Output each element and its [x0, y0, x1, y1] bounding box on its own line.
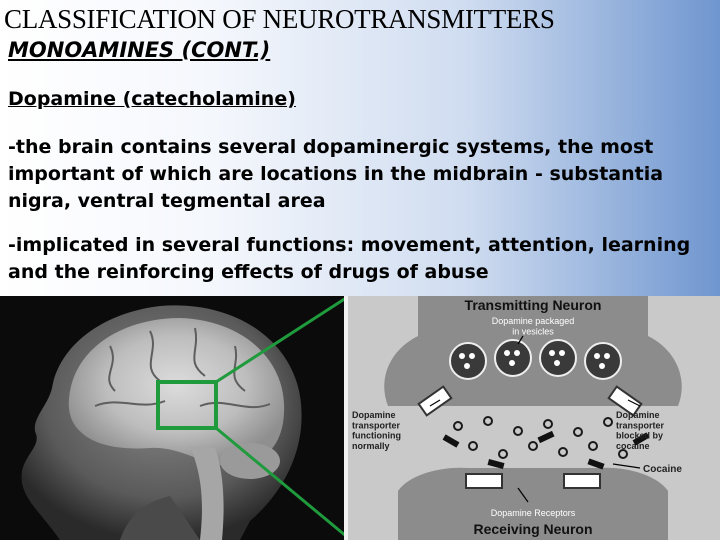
- left-transporter-label: Dopamine transporter functioning normally: [352, 410, 401, 452]
- brain-mri-image: [0, 296, 348, 540]
- paragraph-functions: -implicated in several functions: movement, attention, learning and the reinforcing effects of drugs of abuse: [8, 234, 691, 283]
- receiving-neuron-label: Receiving Neuron: [473, 521, 593, 537]
- cocaine-label: Cocaine: [643, 464, 682, 475]
- vesicle-label: Dopamine packaged in vesicles: [491, 316, 575, 337]
- slide-title: CLASSIFICATION OF NEUROTRANSMITTERS: [4, 4, 555, 34]
- paragraph-dopaminergic-systems: -the brain contains several dopaminergic systems, the most important of which are locations in the midbrain - substantia nigra, ventral tegmental area: [8, 136, 664, 212]
- transmitting-neuron-label: Transmitting Neuron: [464, 297, 602, 313]
- figure: [0, 296, 720, 540]
- synapse-diagram: [348, 296, 720, 540]
- brain-mri-illustration: [0, 296, 348, 540]
- synapse-illustration: [348, 296, 720, 540]
- slide-subtitle: MONOAMINES (CONT.): [8, 38, 271, 62]
- receptors-label: Dopamine Receptors: [490, 508, 576, 518]
- section-heading: Dopamine (catecholamine): [8, 88, 296, 110]
- right-transporter-label: Dopamine transporter blocked by cocaine: [616, 410, 665, 452]
